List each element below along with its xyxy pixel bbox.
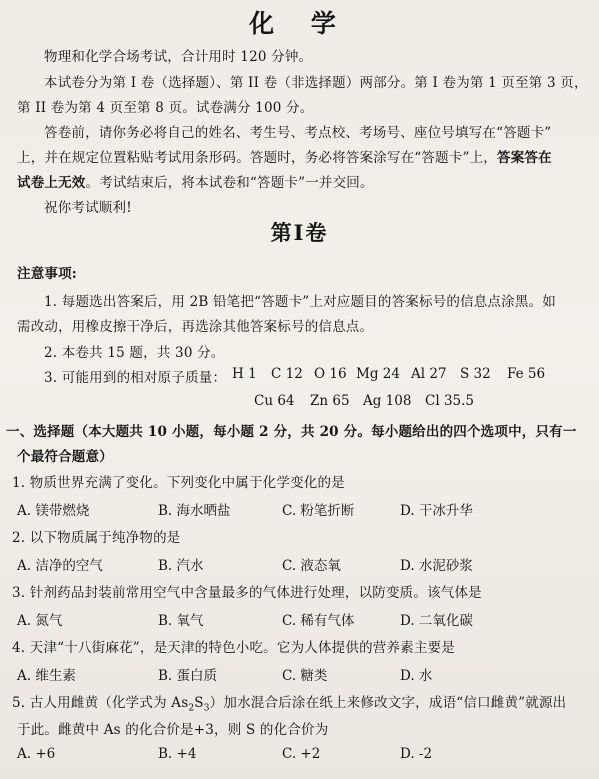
atomic-mass-c: C 12 [271,366,303,382]
part-1-heading-line-2: 个最符合题意） [17,449,113,465]
question-5-stem-part-2: S [194,695,204,711]
question-4-stem: 4. 天津“十八街麻花”，是天津的特色小吃。它为人体提供的营养素主要是 [12,640,455,656]
question-2-option-b[interactable]: B. 汽水 [158,558,204,574]
question-3-option-b[interactable]: B. 氧气 [158,613,204,629]
question-4-option-b[interactable]: B. 蛋白质 [158,668,218,684]
note-1-line-2: 需改动，用橡皮擦干净后，再选涂其他答案标号的信息点。 [17,319,374,335]
question-5-stem-part-3: ）加水混合后涂在纸上来修改文字，成语“信口雌黄”就源出 [209,695,567,711]
question-4-option-d[interactable]: D. 水 [400,668,433,684]
intro-line-5-bold: 答案答在 [497,150,552,166]
question-2-option-c[interactable]: C. 液态氧 [282,558,341,574]
intro-line-3: 第 II 卷为第 4 页至第 8 页。试卷满分 100 分。 [17,100,314,116]
intro-line-2: 本试卷分为第 I 卷（选择题）、第 II 卷（非选择题）两部分。第 I 卷为第 1 页至第 3 页， [44,75,588,91]
atomic-mass-fe: Fe 56 [507,366,546,382]
question-5-subscript-2: 3 [203,703,210,714]
page-title: 化 学 [249,9,350,38]
question-1-option-c[interactable]: C. 粉笔折断 [282,503,355,519]
intro-line-4: 答卷前，请你务必将自己的姓名、考生号、考点校、考场号、座位号填写在“答题卡” [44,125,552,141]
question-2-option-d[interactable]: D. 水泥砂浆 [400,558,473,574]
question-5-option-b[interactable]: B. +4 [158,746,197,762]
intro-line-5-text: 上，并在规定位置粘贴考试用条形码。答题时，务必将答案涂写在“答题卡”上， [17,150,498,166]
question-3-option-c[interactable]: C. 稀有气体 [282,613,355,629]
atomic-mass-cl: Cl 35.5 [425,393,474,409]
question-5-option-d[interactable]: D. -2 [400,746,433,762]
intro-line-6 [17,171,374,191]
question-3-option-d[interactable]: D. 二氧化碳 [400,613,473,629]
question-5-stem-part-1: 5. 古人用雌黄（化学式为 As [12,695,189,711]
note-3-label: 3. 可能用到的相对原子质量： [44,370,227,386]
atomic-mass-s: S 32 [460,366,491,382]
note-2: 2. 本卷共 15 题，共 30 分。 [44,345,225,361]
question-1-stem: 1. 物质世界充满了变化。下列变化中属于化学变化的是 [12,475,345,491]
question-3-option-a[interactable]: A. 氮气 [17,613,63,629]
question-1-option-b[interactable]: B. 海水晒盐 [158,503,231,519]
intro-line-5 [17,146,552,166]
atomic-mass-mg: Mg 24 [356,366,400,382]
question-5-stem-line-2: 于此。雌黄中 As 的化合价是+3，则 S 的化合价为 [17,722,329,738]
intro-line-7: 祝你考试顺利! [44,200,132,216]
atomic-mass-o: O 16 [314,366,347,382]
question-5-stem-line-1 [12,691,566,714]
question-5-option-c[interactable]: C. +2 [282,746,321,762]
notes-heading: 注意事项: [17,266,77,282]
atomic-mass-al: Al 27 [411,366,447,382]
question-4-option-a[interactable]: A. 维生素 [17,668,76,684]
atomic-mass-h: H 1 [232,366,257,382]
intro-line-6-bold: 试卷上无效 [17,175,86,191]
part-1-heading-line-1: 一、选择题（本大题共 10 小题，每小题 2 分，共 20 分。每小题给出的四个选项中，只有一 [6,424,577,440]
atomic-mass-ag: Ag 108 [363,393,412,409]
question-1-option-d[interactable]: D. 干冰升华 [400,503,473,519]
question-5-subscript-1: 2 [188,703,195,714]
question-5-option-a[interactable]: A. +6 [17,746,56,762]
section-title: 第I卷 [270,220,329,245]
question-4-option-c[interactable]: C. 糖类 [282,668,328,684]
question-1-option-a[interactable]: A. 镁带燃烧 [17,503,90,519]
question-2-option-a[interactable]: A. 洁净的空气 [17,558,103,574]
question-3-stem: 3. 针剂药品封装前常用空气中含量最多的气体进行处理，以防变质。该气体是 [12,585,482,601]
intro-line-6-text: 。考试结束后，将本试卷和“答题卡”一并交回。 [85,175,374,191]
intro-line-1: 物理和化学合场考试，合计用时 120 分钟。 [44,49,313,65]
atomic-mass-cu: Cu 64 [254,393,295,409]
atomic-mass-zn: Zn 65 [310,393,350,409]
note-1-line-1: 1. 每题选出答案后，用 2B 铅笔把“答题卡”上对应题目的答案标号的信息点涂黑。如 [44,294,556,310]
question-2-stem: 2. 以下物质属于纯净物的是 [12,530,181,546]
